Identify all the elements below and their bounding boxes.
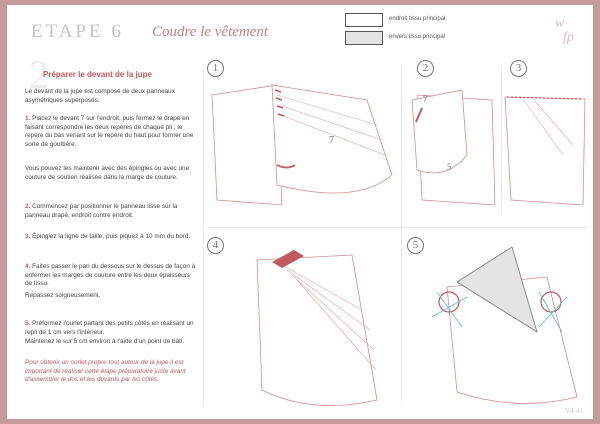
figure-2-panels [407,80,502,215]
legend-label-envers: envers tissu principal [389,34,446,40]
step-marker-4: 4 [207,237,224,254]
step-marker-1: 1 [207,60,224,77]
step-5b-text: Maintenez le sur 5 cm environ à l'aide d'un point de bâti. [25,338,185,345]
piece-label-5: 5 [447,162,452,172]
figure-3-waistline [503,85,591,215]
figure-5-hem-preparation [427,237,587,409]
piece-label-7b: 7 [423,94,428,104]
figure-1-draped-front [207,75,397,215]
step-4-text: 4. Faites passer le pan du dessous sur le dessus de façon à enfermer les marges de couture entre les deux épaisseurs de tissu. [25,263,196,288]
step-1b-text: Vous pouvez les maintenir avec des épingles ou avec une couture de soutien réalisée dans la marge de couture. [25,165,190,181]
step-heading: ETAPE 6 [31,21,124,42]
version-label: V4-41 [565,407,583,415]
row-divider [207,227,587,228]
legend-swatch-envers [345,31,383,45]
legend-swatch-endroit [345,13,383,27]
piece-label-7a: 7 [329,135,334,146]
tip-note: Pour obtenir un ourlet propre tout autour de la jupe il est important de réaliser cette étape préparatoire juste avant d'assembler le dos et les devants par les côtés. [25,359,186,384]
section-number: 2 [29,52,49,97]
step-4b-text: Repassez soigneusement. [25,292,101,299]
legend-label-endroit: endroit tissu principal [389,16,446,22]
panel-divider-a [401,65,402,401]
step-marker-2: 2 [417,60,434,77]
step-marker-3: 3 [510,60,527,77]
step-3-text: 3. Épinglez la ligne de taille, puis piquez à 10 mm du bord. [25,233,191,240]
brand-logo: w fp [555,16,574,45]
section-title: Préparer le devant de la jupe [43,70,152,79]
instruction-sheet [7,5,593,419]
step-5-text: 5. Préformez l'ourlet partant des petits côtés en réalisant un repli de 1 cm vers l'intérieur. [25,320,194,336]
step-marker-5: 5 [407,237,424,254]
step-1-text: 1. Placez le devant 7 sur l'endroit, puis formez le drapé en faisant correspondre les deux repères de chaque pli ; le repère du bas venant sur le repère du haut pour former une sorte de gouttière. [25,115,194,148]
column-divider [203,69,204,405]
intro-text: Le devant de la jupe est composé de deux panneaux asymétriques superposés. [25,88,175,104]
figure-4-pressed-skirt [252,240,387,410]
step-2-text: 2. Commencez par positionner le panneau lisse sur la panneau drapé, endroit contre endroit. [25,203,178,219]
page-title: Coudre le vêtement [152,24,269,40]
